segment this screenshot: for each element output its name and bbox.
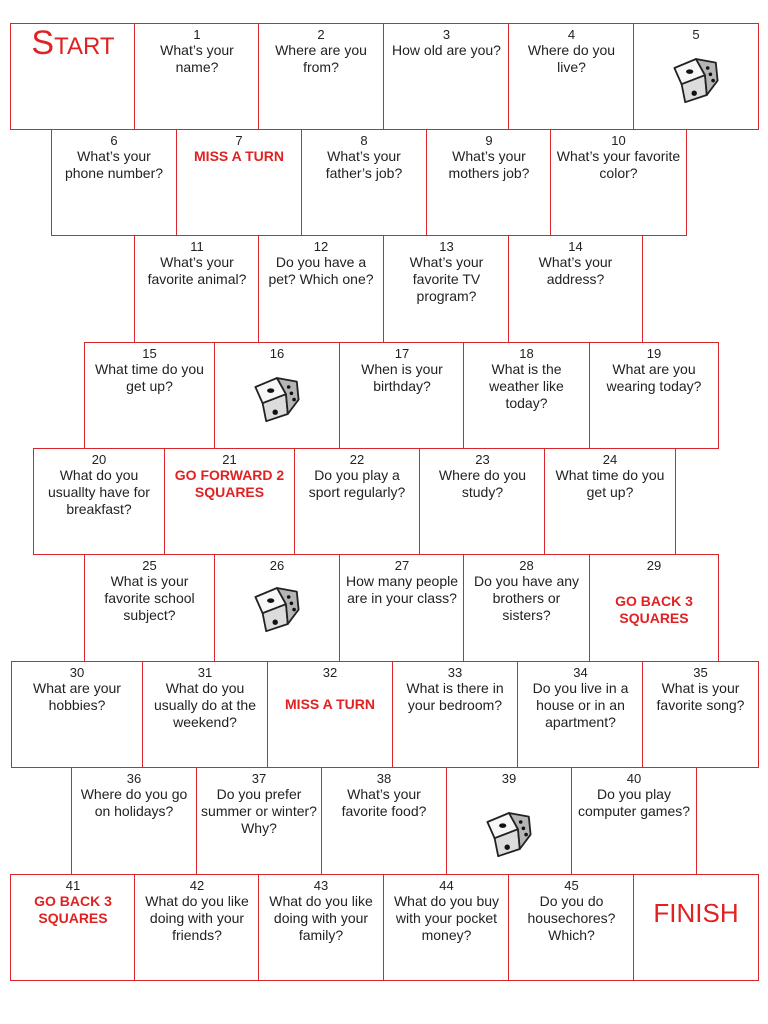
square-13 xyxy=(383,235,510,343)
square-question: What are you wearing today? xyxy=(606,361,702,394)
square-question: What is there in your bedroom? xyxy=(406,680,504,713)
square-number: 42 xyxy=(189,878,205,893)
square-28 xyxy=(463,554,590,662)
square-question: How old are you? xyxy=(392,42,501,58)
square-number: 33 xyxy=(447,665,463,680)
square-20 xyxy=(33,448,165,555)
square-8 xyxy=(301,129,427,236)
finish-label: FINISH xyxy=(653,897,739,928)
square-17 xyxy=(339,342,465,449)
square-question: What’s your favorite animal? xyxy=(147,254,247,287)
square-number: 5 xyxy=(692,27,700,42)
square-23 xyxy=(419,448,546,555)
square-question: What time do you get up? xyxy=(95,361,204,394)
dice-icon xyxy=(482,804,536,858)
dice-icon xyxy=(250,579,304,633)
square-question: Where are you from? xyxy=(275,42,367,75)
square-35 xyxy=(642,661,759,768)
square-42 xyxy=(134,874,260,981)
square-question: What is your favorite school subject? xyxy=(104,573,195,623)
square-question: What’s your address? xyxy=(538,254,613,287)
square-16 xyxy=(214,342,340,449)
start-label-rest: TART xyxy=(54,33,115,60)
square-10 xyxy=(550,129,687,236)
square-26 xyxy=(214,554,340,662)
square-number: 21 xyxy=(222,452,237,467)
square-number: 45 xyxy=(564,878,579,893)
square-number: 26 xyxy=(269,558,285,573)
square-number: 4 xyxy=(567,27,576,42)
square-25 xyxy=(84,554,215,662)
square-question: Do you have any brothers or sisters? xyxy=(473,573,580,623)
square-number: 3 xyxy=(442,27,451,42)
square-question: What’s your mothers job? xyxy=(448,148,530,181)
square-number: 14 xyxy=(568,239,583,254)
square-number: 32 xyxy=(322,665,338,680)
square-number: 27 xyxy=(394,558,410,573)
square-11 xyxy=(134,235,260,343)
square-1 xyxy=(134,23,260,130)
square-3 xyxy=(383,23,510,130)
square-question: What’s your favorite color? xyxy=(556,148,681,181)
square-number: 28 xyxy=(519,558,534,573)
square-41 xyxy=(10,874,136,981)
square-question: What are your hobbies? xyxy=(33,680,121,713)
square-instruction: MISS A TURN xyxy=(285,696,375,712)
square-question: What time do you get up? xyxy=(555,467,665,500)
square-number: 19 xyxy=(646,346,662,361)
square-instruction: GO BACK 3 SQUARES xyxy=(34,893,112,926)
start-label-first: S xyxy=(31,24,55,62)
square-number: 1 xyxy=(193,27,201,42)
square-29 xyxy=(589,554,719,662)
square-39 xyxy=(446,767,572,875)
square-number: 17 xyxy=(394,346,410,361)
square-question: What do you usually do at the weekend? xyxy=(154,680,256,730)
square-19 xyxy=(589,342,719,449)
square-number: 18 xyxy=(519,346,534,361)
square-question: Do you prefer summer or winter? Why? xyxy=(201,786,317,836)
square-number: 7 xyxy=(235,133,243,148)
square-question: What is your favorite song? xyxy=(656,680,745,713)
square-number: 24 xyxy=(602,452,618,467)
square-number: 29 xyxy=(646,558,662,573)
square-14 xyxy=(508,235,643,343)
square-36 xyxy=(71,767,197,875)
square-43 xyxy=(258,874,384,981)
square-question: When is your birthday? xyxy=(361,361,443,394)
square-30 xyxy=(11,661,143,768)
square-question: Where do you live? xyxy=(527,42,616,75)
square-18 xyxy=(463,342,590,449)
square-number: 20 xyxy=(91,452,107,467)
square-7 xyxy=(176,129,302,236)
square-question: What’s your father’s job? xyxy=(325,148,403,181)
square-question: What do you usuallty have for breakfast? xyxy=(48,467,150,517)
square-instruction: MISS A TURN xyxy=(194,148,284,164)
square-number: 40 xyxy=(626,771,642,786)
square-question: Do you play a sport regularly? xyxy=(308,467,406,500)
square-number: 41 xyxy=(65,878,81,893)
square-12 xyxy=(258,235,384,343)
dice-icon xyxy=(669,50,723,104)
square-22 xyxy=(294,448,420,555)
square-number: 12 xyxy=(313,239,329,254)
square-9 xyxy=(426,129,552,236)
square-number: 44 xyxy=(439,878,454,893)
square-number: 15 xyxy=(142,346,157,361)
square-question: What is the weather like today? xyxy=(489,361,564,411)
square-question: What do you buy with your pocket money? xyxy=(393,893,500,943)
square-15 xyxy=(84,342,215,449)
square-question: What’s your favorite food? xyxy=(341,786,427,819)
square-31 xyxy=(142,661,268,768)
square-21 xyxy=(164,448,295,555)
square-45 xyxy=(508,874,635,981)
square-number: 16 xyxy=(269,346,285,361)
square-2 xyxy=(258,23,384,130)
square-question: What do you like doing with your friends? xyxy=(145,893,249,943)
square-number: 6 xyxy=(110,133,118,148)
square-6 xyxy=(51,129,177,236)
square-number: 38 xyxy=(376,771,392,786)
square-number: 23 xyxy=(475,452,490,467)
square-number: 34 xyxy=(573,665,588,680)
square-question: Where do you study? xyxy=(438,467,527,500)
dice-icon xyxy=(250,369,304,423)
square-question: Do you have a pet? Which one? xyxy=(268,254,374,287)
finish-square xyxy=(633,874,759,981)
square-number: 36 xyxy=(126,771,142,786)
square-question: What’s your name? xyxy=(160,42,234,75)
square-number: 8 xyxy=(360,133,368,148)
square-question: Do you do housechores? Which? xyxy=(527,893,616,943)
square-number: 39 xyxy=(501,771,517,786)
square-27 xyxy=(339,554,465,662)
square-question: What’s your phone number? xyxy=(64,148,164,181)
square-question: How many people are in your class? xyxy=(345,573,459,606)
square-number: 13 xyxy=(439,239,454,254)
square-number: 11 xyxy=(190,239,204,254)
square-question: What’s your favorite TV program? xyxy=(409,254,484,304)
square-number: 25 xyxy=(142,558,157,573)
square-number: 31 xyxy=(197,665,213,680)
square-question: Where do you go on holidays? xyxy=(80,786,188,819)
square-instruction: GO BACK 3 SQUARES xyxy=(615,593,693,626)
square-5 xyxy=(633,23,759,130)
square-40 xyxy=(571,767,697,875)
square-number: 2 xyxy=(317,27,325,42)
square-37 xyxy=(196,767,322,875)
square-question: What do you like doing with your family? xyxy=(269,893,373,943)
square-32 xyxy=(267,661,393,768)
square-number: 30 xyxy=(69,665,85,680)
square-number: 37 xyxy=(251,771,267,786)
square-38 xyxy=(321,767,447,875)
square-number: 43 xyxy=(313,878,329,893)
square-34 xyxy=(517,661,644,768)
square-instruction: GO FORWARD 2 SQUARES xyxy=(174,467,285,500)
square-question: Do you play computer games? xyxy=(577,786,691,819)
square-number: 22 xyxy=(349,452,365,467)
square-number: 35 xyxy=(693,665,708,680)
square-44 xyxy=(383,874,510,981)
square-33 xyxy=(392,661,518,768)
square-number: 9 xyxy=(485,133,493,148)
start-square xyxy=(10,23,136,130)
square-4 xyxy=(508,23,635,130)
square-question: Do you live in a house or in an apartment? xyxy=(532,680,629,730)
square-number: 10 xyxy=(611,133,626,148)
square-24 xyxy=(544,448,676,555)
